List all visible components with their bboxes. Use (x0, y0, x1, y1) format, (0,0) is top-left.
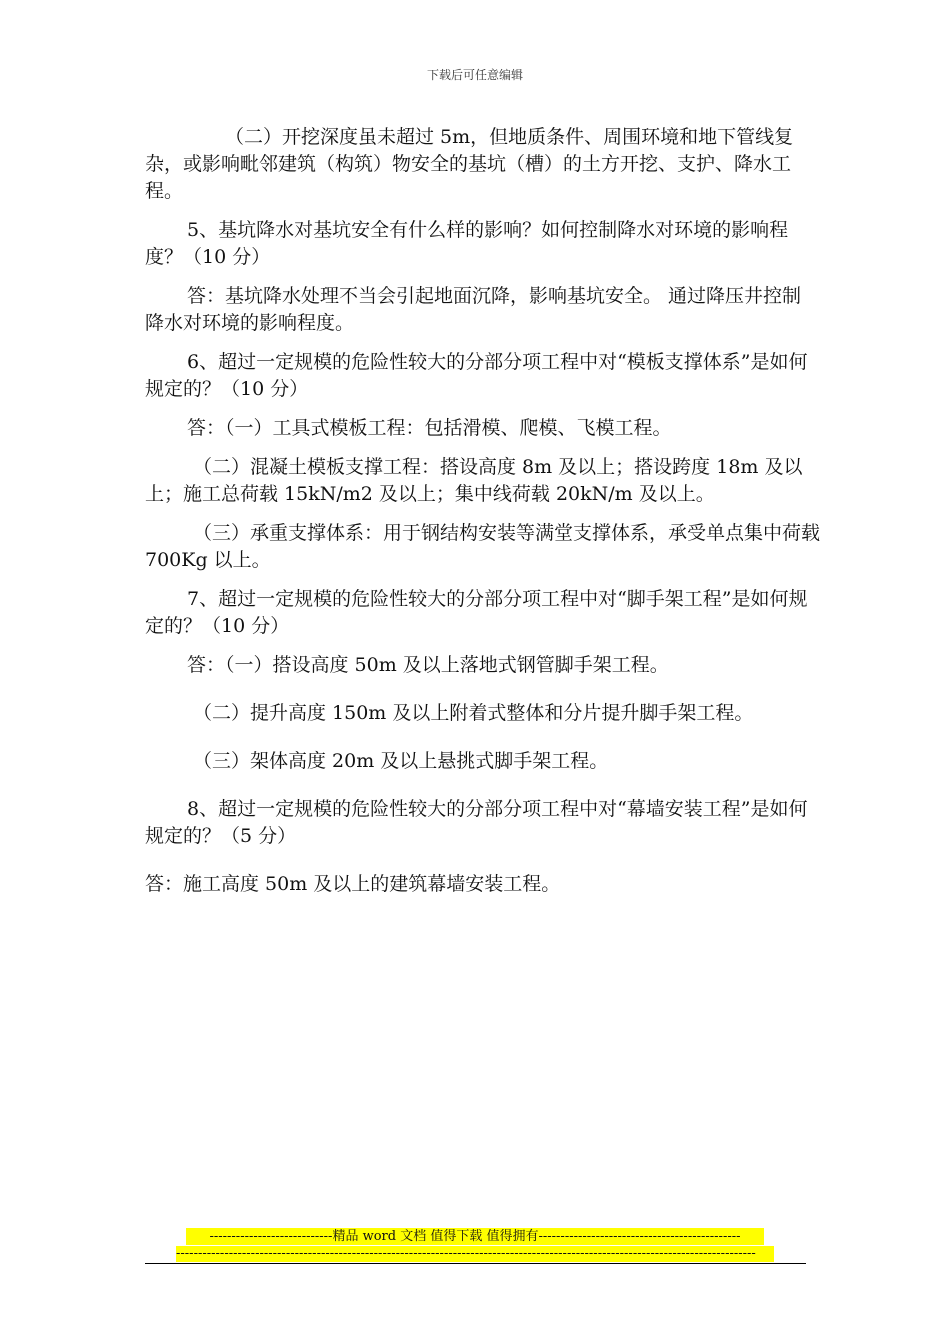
footer-divider (145, 1263, 806, 1264)
question-8: 8、超过一定规模的危险性较大的分部分项工程中对“幕墙安装工程”是如何规定的？（5 分） (145, 798, 808, 847)
answer-7-item-2: （二）提升高度 150m 及以上附着式整体和分片提升脚手架工程。 (193, 702, 754, 724)
question-7: 7、超过一定规模的危险性较大的分部分项工程中对“脚手架工程”是如何规定的？（10 分） (145, 588, 808, 637)
answer-7-item-3: （三）架体高度 20m 及以上悬挑式脚手架工程。 (193, 750, 609, 772)
question-5: 5、基坑降水对基坑安全有什么样的影响？如何控制降水对环境的影响程度？（10 分） (145, 219, 789, 268)
answer-8: 答：施工高度 50m 及以上的建筑幕墙安装工程。 (145, 873, 561, 895)
document-body (145, 124, 820, 898)
page-header: 下载后可任意编辑 (426, 68, 523, 82)
answer-6-item-2: （二）混凝土模板支撑工程：搭设高度 8m 及以上；搭设跨度 18m 及以上；施工总荷载 15kN/m2 及以上；集中线荷载 20kN/m 及以上。 (145, 456, 803, 505)
answer-6-item-1: 答：（一）工具式模板工程：包括滑模、爬模、飞模工程。 (187, 417, 672, 439)
paragraph-excavation-item-2: （二）开挖深度虽未超过 5m，但地质条件、周围环境和地下管线复杂，或影响毗邻建筑（构筑）物安全的基坑（槽）的土方开挖、支护、降水工程。 (145, 126, 794, 202)
answer-5: 答：基坑降水处理不当会引起地面沉降，影响基坑安全。 通过降压井控制降水对环境的影响程度。 (145, 285, 802, 334)
footer-banner-line-2: ------------------------------------------------------------------------------------------------------------------------------------ (176, 1246, 774, 1262)
footer-banner-line-1: ----------------------------精品 word 文档 值得下载 值得拥有---------------------------------------------- (186, 1228, 764, 1245)
answer-7-item-1: 答：（一）搭设高度 50m 及以上落地式钢管脚手架工程。 (187, 654, 669, 676)
question-6: 6、超过一定规模的危险性较大的分部分项工程中对“模板支撑体系”是如何规定的？（10 分） (145, 351, 808, 400)
answer-6-item-3: （三）承重支撑体系：用于钢结构安装等满堂支撑体系，承受单点集中荷载 700Kg 以上。 (145, 522, 821, 571)
